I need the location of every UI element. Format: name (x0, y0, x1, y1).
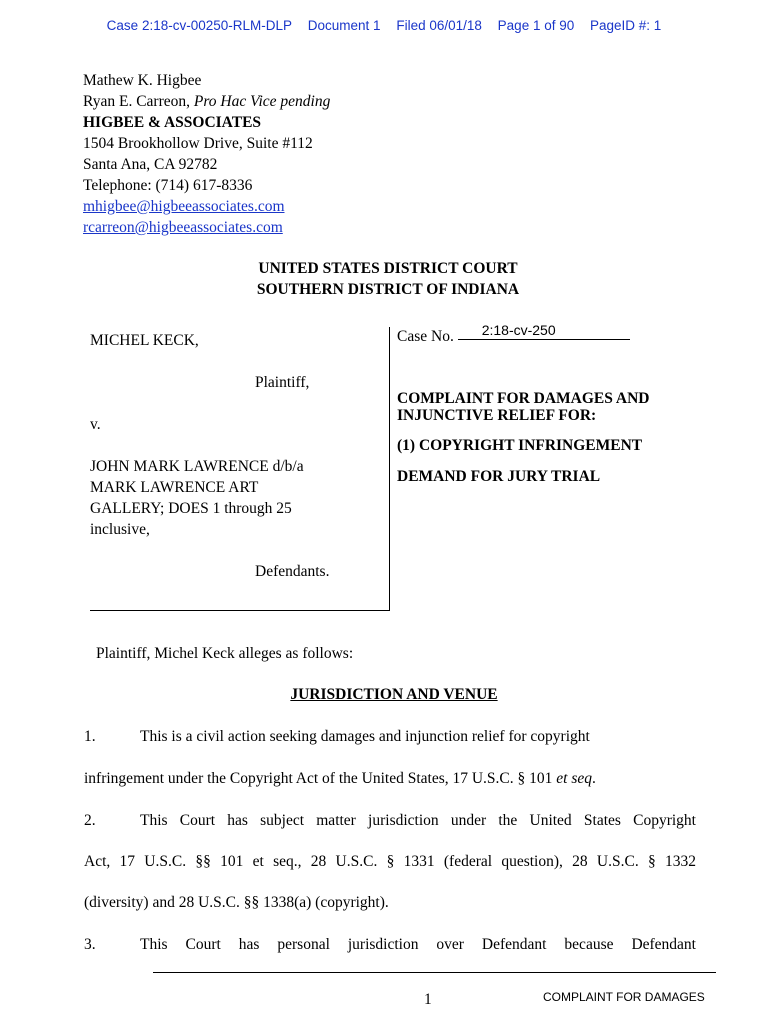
address-line-1: 1504 Brookhollow Drive, Suite #112 (83, 135, 313, 152)
paragraph-2-number: 2. (84, 812, 96, 829)
header-document: Document 1 (307, 18, 381, 33)
defendant-line-1: JOHN MARK LAWRENCE d/b/a (90, 458, 304, 475)
caption-bottom-rule (90, 610, 390, 611)
paragraph-1-text-2: infringement under the Copyright Act of the United States, 17 U.S.C. § 101 (84, 770, 553, 787)
header-filed-date: Filed 06/01/18 (396, 18, 482, 33)
telephone: Telephone: (714) 617-8336 (83, 177, 253, 194)
paragraph-2-line-2: Act, 17 U.S.C. §§ 101 et seq., 28 U.S.C. § 1331 (federal question), 28 U.S.C. § 1332 (84, 853, 696, 870)
case-number-label: Case No. (397, 328, 454, 345)
defendant-line-3: GALLERY; DOES 1 through 25 (90, 500, 292, 517)
pro-hac-vice-note: Pro Hac Vice pending (193, 93, 331, 110)
plaintiff-label: Plaintiff, (255, 374, 310, 391)
page-number: 1 (424, 991, 432, 1008)
email-link-1[interactable]: mhigbee@higbeeassociates.com (83, 198, 285, 215)
counsel-block (83, 70, 330, 238)
section-heading: JURISDICTION AND VENUE (290, 686, 498, 703)
case-number-field (397, 322, 630, 346)
caption-vertical-divider (389, 327, 390, 611)
paragraph-1-period: . (592, 770, 596, 787)
counsel-name-2-text: Ryan E. Carreon, (83, 93, 190, 110)
header-case-number: Case 2:18-cv-00250-RLM-DLP (106, 18, 293, 33)
paragraph-2-line-3: (diversity) and 28 U.S.C. §§ 1338(a) (copyright). (84, 894, 389, 911)
et-seq-italic: et seq (556, 770, 592, 787)
complaint-title (397, 390, 649, 485)
paragraph-1-text-1: This is a civil action seeking damages and injunction relief for copyright (140, 728, 590, 745)
header-pageid: PageID #: 1 (590, 18, 662, 33)
court-line-2: SOUTHERN DISTRICT OF INDIANA (256, 281, 520, 298)
email-1-line (83, 196, 330, 217)
paragraph-1-number: 1. (84, 728, 96, 745)
case-number-value: 2:18-cv-250 (458, 321, 630, 340)
defendant-line-2: MARK LAWRENCE ART (90, 479, 259, 496)
firm-name: HIGBEE & ASSOCIATES (83, 114, 262, 131)
email-link-2[interactable]: rcarreon@higbeeassociates.com (83, 219, 283, 236)
versus: v. (90, 416, 101, 433)
court-line-1: UNITED STATES DISTRICT COURT (258, 260, 518, 277)
plaintiff-name: MICHEL KECK, (90, 332, 199, 349)
paragraph-1-line-1 (84, 728, 696, 746)
intro-statement: Plaintiff, Michel Keck alleges as follows: (96, 645, 354, 662)
counsel-name-1: Mathew K. Higbee (83, 72, 202, 89)
paragraph-3-line-1 (84, 936, 696, 954)
court-title (0, 258, 768, 300)
defendant-line-4: inclusive, (90, 521, 150, 538)
caption-parties (90, 330, 329, 582)
title-line-3: (1) COPYRIGHT INFRINGEMENT (397, 437, 643, 454)
header-page: Page 1 of 90 (497, 18, 575, 33)
footer-title: COMPLAINT FOR DAMAGES (543, 990, 705, 1004)
paragraph-2-text-1: This Court has subject matter jurisdiction under the United States Copyright (140, 812, 696, 829)
footer-rule (153, 972, 716, 973)
email-2-line (83, 217, 330, 238)
title-line-4: DEMAND FOR JURY TRIAL (397, 468, 601, 485)
paragraph-3-number: 3. (84, 936, 96, 953)
address-line-2: Santa Ana, CA 92782 (83, 156, 218, 173)
title-line-2: INJUNCTIVE RELIEF FOR: (397, 407, 597, 424)
paragraph-1-line-2 (84, 770, 696, 788)
paragraph-3-text-1: This Court has personal jurisdiction over Defendant because Defendant (140, 936, 696, 953)
title-line-1: COMPLAINT FOR DAMAGES AND (397, 390, 650, 407)
counsel-name-2 (83, 91, 330, 112)
paragraph-2-line-1 (84, 812, 696, 830)
filing-header (0, 18, 768, 33)
defendant-label: Defendants. (255, 563, 330, 580)
